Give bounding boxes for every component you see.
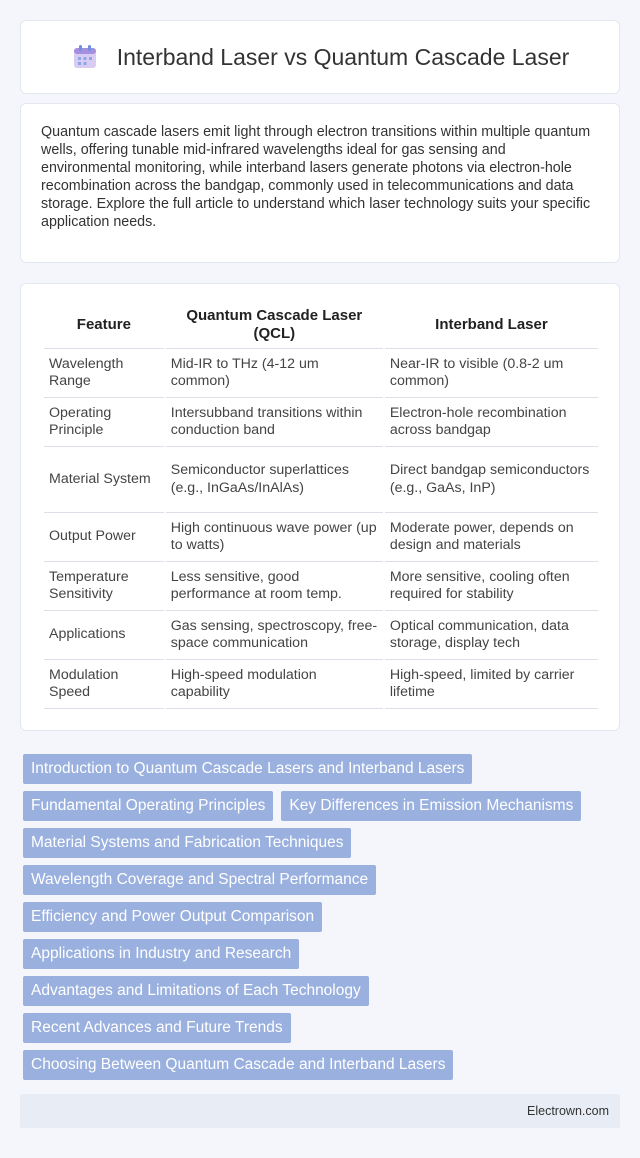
header-interband: Interband Laser [385, 302, 598, 349]
topic-link[interactable]: Applications in Industry and Research [23, 939, 299, 969]
header-feature: Feature [44, 302, 164, 349]
intro-card [20, 103, 620, 263]
topic-link[interactable]: Choosing Between Quantum Cascade and Interband Lasers [23, 1050, 453, 1080]
topic-links [23, 754, 623, 1087]
table-cell-feature: Output Power [44, 513, 164, 562]
table-row [44, 562, 598, 611]
topic-link[interactable]: Advantages and Limitations of Each Technology [23, 976, 369, 1006]
footer-site-name: Electrown.com [527, 1104, 609, 1118]
table-row [44, 611, 598, 660]
topic-link[interactable]: Key Differences in Emission Mechanisms [281, 791, 581, 821]
table-header-row [44, 302, 598, 349]
table-cell-interband: Optical communication, data storage, display tech [385, 611, 598, 660]
table-cell-qcl: High-speed modulation capability [166, 660, 383, 709]
table-cell-interband: Electron-hole recombination across bandgap [385, 398, 598, 447]
table-cell-interband: More sensitive, cooling often required for stability [385, 562, 598, 611]
topic-link[interactable]: Introduction to Quantum Cascade Lasers and Interband Lasers [23, 754, 472, 784]
table-cell-qcl: Semiconductor superlattices (e.g., InGaAs/InAlAs) [166, 447, 383, 513]
table-row [44, 398, 598, 447]
topic-link[interactable]: Wavelength Coverage and Spectral Performance [23, 865, 376, 895]
table-cell-qcl: Mid-IR to THz (4-12 um common) [166, 349, 383, 398]
table-cell-qcl: Less sensitive, good performance at room temp. [166, 562, 383, 611]
topic-row [23, 902, 623, 932]
table-cell-interband: High-speed, limited by carrier lifetime [385, 660, 598, 709]
topic-row [23, 791, 623, 821]
topic-link[interactable]: Recent Advances and Future Trends [23, 1013, 291, 1043]
table-cell-interband: Moderate power, depends on design and materials [385, 513, 598, 562]
comparison-table [42, 302, 600, 709]
topic-row [23, 939, 623, 969]
topic-row [23, 754, 623, 784]
table-cell-feature: Temperature Sensitivity [44, 562, 164, 611]
table-cell-feature: Modulation Speed [44, 660, 164, 709]
table-cell-feature: Applications [44, 611, 164, 660]
header-qcl: Quantum Cascade Laser (QCL) [166, 302, 383, 349]
table-cell-feature: Wavelength Range [44, 349, 164, 398]
topic-row [23, 1013, 623, 1043]
topic-row [23, 976, 623, 1006]
table-row [44, 513, 598, 562]
topic-link[interactable]: Material Systems and Fabrication Techniques [23, 828, 351, 858]
topic-link[interactable]: Efficiency and Power Output Comparison [23, 902, 322, 932]
table-cell-qcl: High continuous wave power (up to watts) [166, 513, 383, 562]
table-row [44, 349, 598, 398]
topic-row [23, 1050, 623, 1080]
intro-paragraph: Quantum cascade lasers emit light through electron transitions within multiple quantum wells, offering tunable mid-infrared wavelengths ideal for gas sensing and environmental monitoring, while interband lasers generate photons via electron-hole recombination across the bandgap, commonly used in telecommunications and data storage. Explore the full article to understand which laser technology suits your specific application needs. [41, 124, 591, 230]
footer [20, 1094, 620, 1128]
table-row [44, 447, 598, 513]
calendar-icon [71, 43, 99, 71]
table-cell-qcl: Intersubband transitions within conduction band [166, 398, 383, 447]
table-cell-interband: Direct bandgap semiconductors (e.g., GaAs, InP) [385, 447, 598, 513]
comparison-table-card [20, 283, 620, 731]
topic-row [23, 865, 623, 895]
table-cell-feature: Operating Principle [44, 398, 164, 447]
topic-row [23, 828, 623, 858]
topic-link[interactable]: Fundamental Operating Principles [23, 791, 273, 821]
page-title: Interband Laser vs Quantum Cascade Laser [116, 43, 570, 70]
title-wrap [71, 43, 570, 71]
table-cell-qcl: Gas sensing, spectroscopy, free-space communication [166, 611, 383, 660]
table-cell-feature: Material System [44, 447, 164, 513]
table-row [44, 660, 598, 709]
table-cell-interband: Near-IR to visible (0.8-2 um common) [385, 349, 598, 398]
title-card [20, 20, 620, 94]
